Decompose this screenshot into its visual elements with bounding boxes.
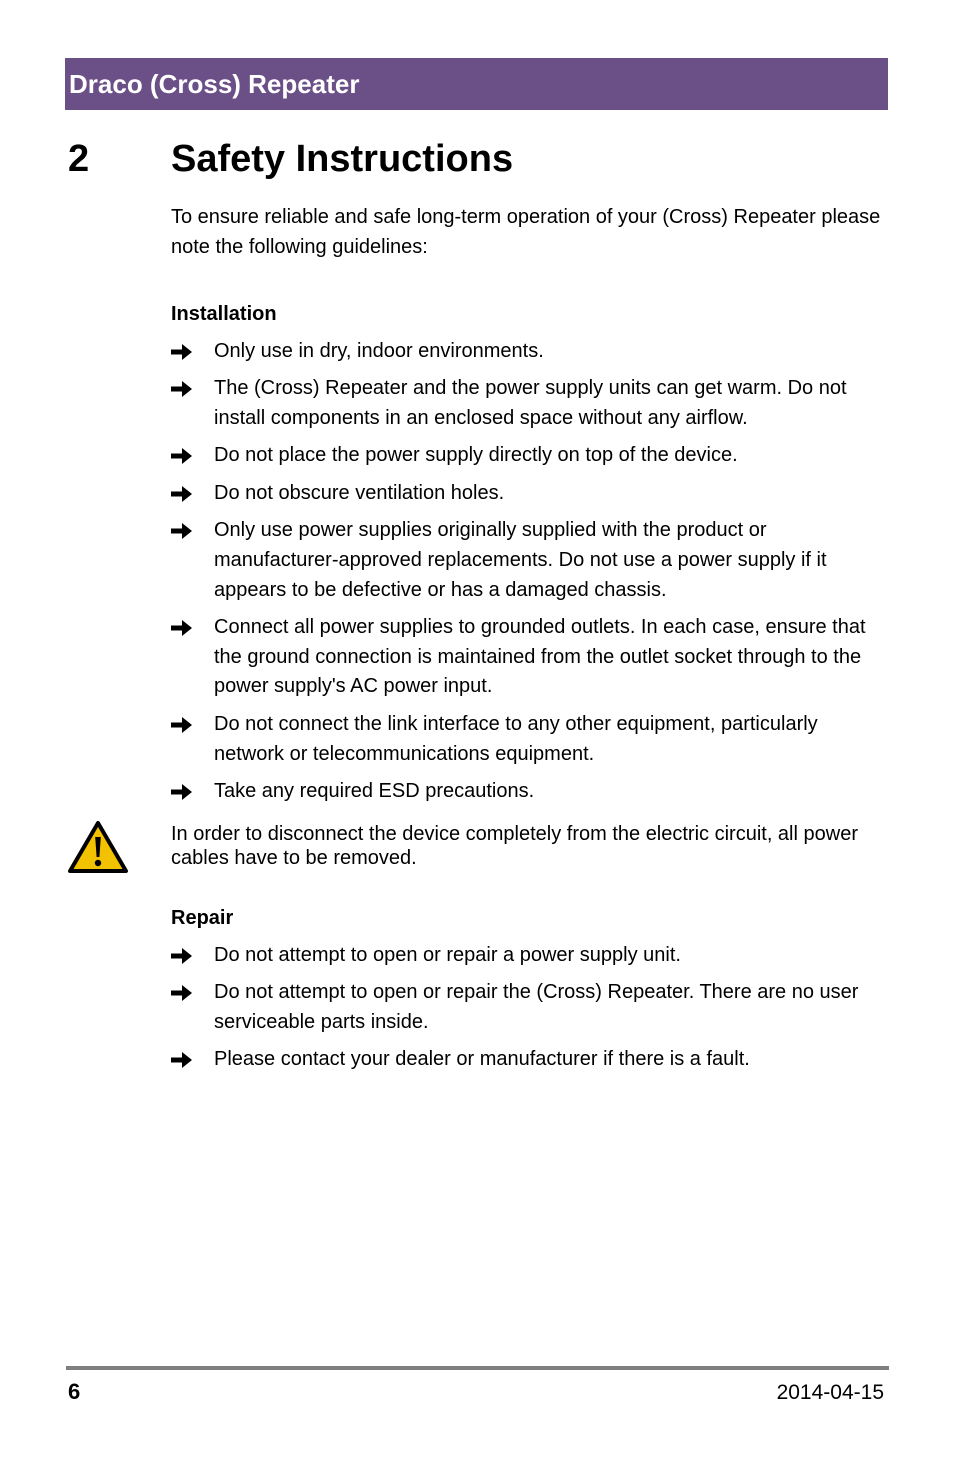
list-item: Do not place the power supply directly on top of the device.: [171, 441, 891, 471]
arrow-right-icon: [171, 619, 193, 637]
repair-list: [171, 941, 891, 1083]
arrow-right-icon: [171, 380, 193, 398]
repair-heading: Repair: [171, 907, 234, 929]
arrow-right-icon: [171, 1051, 193, 1069]
list-item: Do not attempt to open or repair the (Cross) Repeater. There are no user serviceable parts inside.: [171, 978, 891, 1038]
arrow-right-icon: [171, 485, 193, 503]
list-item: Connect all power supplies to grounded outlets. In each case, ensure that the ground connection is maintained from the outlet socket through to the power supply's AC power input.: [171, 613, 891, 702]
arrow-right-icon: [171, 783, 193, 801]
warning-text: In order to disconnect the device completely from the electric circuit, all power cables have to be removed.: [171, 823, 858, 869]
arrow-right-icon: [171, 716, 193, 734]
arrow-right-icon: [171, 447, 193, 465]
list-item: Take any required ESD precautions.: [171, 777, 891, 807]
footer-date: 2014-04-15: [776, 1381, 884, 1404]
list-item: Only use power supplies originally supplied with the product or manufacturer-approved replacements. Do not use a power supply if it appears to be defective or has a damaged chassis.: [171, 516, 891, 605]
chapter-number: 2: [68, 138, 90, 180]
arrow-right-icon: [171, 522, 193, 540]
list-item: The (Cross) Repeater and the power supply units can get warm. Do not install components in an enclosed space without any airflow.: [171, 374, 891, 434]
footer-divider: [66, 1366, 889, 1370]
list-item: Do not obscure ventilation holes.: [171, 479, 891, 509]
warning-triangle-icon: [67, 820, 129, 875]
arrow-right-icon: [171, 984, 193, 1002]
list-item: Do not attempt to open or repair a power supply unit.: [171, 941, 891, 971]
list-item: Do not connect the link interface to any other equipment, particularly network or telecommunications equipment.: [171, 710, 891, 770]
header-title: Draco (Cross) Repeater: [69, 69, 360, 99]
list-item: Please contact your dealer or manufacturer if there is a fault.: [171, 1045, 891, 1075]
arrow-right-icon: [171, 343, 193, 361]
arrow-right-icon: [171, 947, 193, 965]
installation-heading: Installation: [171, 303, 277, 325]
chapter-title: Safety Instructions: [171, 138, 514, 180]
header-band: [65, 58, 888, 110]
list-item: Only use in dry, indoor environments.: [171, 337, 891, 367]
intro-paragraph: To ensure reliable and safe long-term operation of your (Cross) Repeater please note the following guidelines:: [171, 206, 881, 258]
page-number: 6: [68, 1379, 81, 1404]
installation-list: [171, 337, 891, 814]
